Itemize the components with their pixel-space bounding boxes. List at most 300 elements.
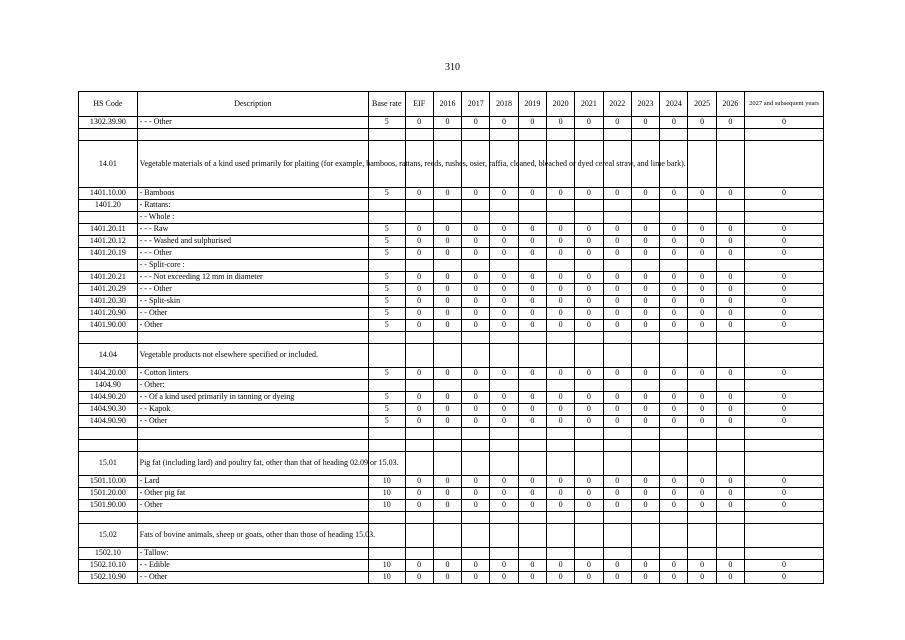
empty-cell [405,344,433,368]
empty-cell [369,212,405,224]
rate-cell: 0 [462,117,490,129]
rate-cell: 0 [518,308,546,320]
rate-cell: 0 [518,248,546,260]
hs-code-cell [79,260,138,272]
empty-cell [462,332,490,344]
table-row [79,308,824,320]
empty-cell [716,524,744,548]
rate-cell: 0 [405,560,433,572]
blank-row [79,129,824,141]
empty-cell [660,548,688,560]
rate-cell: 0 [575,308,603,320]
hs-code-cell: 1502.10.90 [79,572,138,584]
empty-cell [518,428,546,440]
empty-cell [405,260,433,272]
rate-cell: 0 [490,188,518,200]
rate-cell: 0 [575,284,603,296]
empty-cell [405,200,433,212]
empty-cell [369,440,405,452]
rate-cell: 0 [660,560,688,572]
empty-cell [745,200,824,212]
rate-cell: 0 [603,500,631,512]
rate-cell: 0 [490,248,518,260]
empty-cell [490,452,518,476]
rate-cell: 0 [603,572,631,584]
empty-cell [546,452,574,476]
description-cell: - Rattans: [137,200,368,212]
rate-cell: 0 [518,488,546,500]
empty-cell [405,512,433,524]
rate-cell: 0 [462,476,490,488]
rate-cell: 0 [688,416,716,428]
rate-cell: 0 [688,572,716,584]
description-cell: - Other: [137,380,368,392]
rate-cell: 0 [745,392,824,404]
rate-cell: 0 [433,476,461,488]
heading-row [79,344,824,368]
empty-cell [79,332,138,344]
hs-code-cell: 1501.10.00 [79,476,138,488]
empty-cell [546,512,574,524]
rate-cell: 0 [688,117,716,129]
rate-cell: 0 [405,188,433,200]
rate-cell: 0 [575,416,603,428]
hs-code-cell: 14.04 [79,344,138,368]
rate-cell: 0 [688,488,716,500]
empty-cell [518,129,546,141]
rate-cell: 0 [631,236,659,248]
rate-cell: 0 [518,224,546,236]
rate-cell: 0 [603,236,631,248]
rate-cell: 0 [631,500,659,512]
empty-cell [490,428,518,440]
blank-row [79,332,824,344]
rate-cell: 0 [462,272,490,284]
empty-cell [137,440,368,452]
empty-cell [490,344,518,368]
description-cell: Vegetable products not elsewhere specified or included. [137,344,368,368]
rate-cell: 0 [603,560,631,572]
rate-cell: 0 [660,392,688,404]
header-year: 2020 [546,92,574,117]
rate-cell: 0 [433,320,461,332]
empty-cell [546,524,574,548]
rate-cell: 0 [546,476,574,488]
empty-cell [490,440,518,452]
description-cell: - - Other [137,308,368,320]
empty-cell [631,344,659,368]
empty-cell [369,332,405,344]
rate-cell: 0 [433,500,461,512]
heading-row [79,141,824,188]
rate-cell: 0 [518,476,546,488]
empty-cell [490,332,518,344]
page-number: 310 [445,62,460,73]
table-row [79,488,824,500]
empty-cell [518,260,546,272]
table-header-row [79,92,824,117]
rate-cell: 0 [433,392,461,404]
rate-cell: 0 [575,488,603,500]
empty-cell [546,428,574,440]
empty-cell [405,548,433,560]
empty-cell [462,548,490,560]
rate-cell: 0 [518,392,546,404]
empty-cell [603,260,631,272]
rate-cell: 0 [462,404,490,416]
empty-cell [79,512,138,524]
empty-cell [518,524,546,548]
empty-cell [137,129,368,141]
rate-cell: 0 [631,560,659,572]
empty-cell [660,200,688,212]
rate-cell: 0 [490,416,518,428]
empty-cell [603,380,631,392]
empty-cell [745,332,824,344]
header-year: 2016 [433,92,461,117]
empty-cell [603,428,631,440]
rate-cell: 0 [716,308,744,320]
empty-cell [631,440,659,452]
empty-cell [433,548,461,560]
rate-cell: 0 [716,500,744,512]
heading-row [79,452,824,476]
table-row [79,212,824,224]
empty-cell [660,212,688,224]
rate-cell: 0 [631,117,659,129]
rate-cell: 0 [575,224,603,236]
rate-cell: 0 [745,476,824,488]
rate-cell: 0 [745,500,824,512]
rate-cell: 0 [603,296,631,308]
hs-code-cell: 15.01 [79,452,138,476]
empty-cell [405,428,433,440]
rate-cell: 0 [405,117,433,129]
rate-cell: 0 [546,320,574,332]
base-rate-cell: 5 [369,224,405,236]
table-row [79,404,824,416]
empty-cell [603,440,631,452]
rate-cell: 0 [631,296,659,308]
hs-code-cell: 1502.10 [79,548,138,560]
empty-cell [369,344,405,368]
description-cell: Vegetable materials of a kind used primarily for plaiting (for example, bamboos, rattans, reeds, rushes, osier, raffia, cleaned, bleached or dyed cereal straw, and lime bark). [137,141,368,188]
empty-cell [490,512,518,524]
rate-cell: 0 [688,248,716,260]
rate-cell: 0 [660,272,688,284]
rate-cell: 0 [575,500,603,512]
rate-cell: 0 [660,308,688,320]
description-cell: - - - Other [137,284,368,296]
header-subsequent-years: 2027 and subsequent years [745,92,824,117]
rate-cell: 0 [433,236,461,248]
rate-cell: 0 [603,416,631,428]
empty-cell [603,548,631,560]
base-rate-cell: 5 [369,296,405,308]
empty-cell [603,129,631,141]
table-row [79,500,824,512]
rate-cell: 0 [433,560,461,572]
empty-cell [405,440,433,452]
empty-cell [405,452,433,476]
empty-cell [603,200,631,212]
rate-cell: 0 [546,117,574,129]
table-row [79,224,824,236]
empty-cell [631,380,659,392]
empty-cell [660,512,688,524]
empty-cell [716,380,744,392]
empty-cell [716,332,744,344]
rate-cell: 0 [518,404,546,416]
rate-cell: 0 [631,320,659,332]
rate-cell: 0 [546,224,574,236]
base-rate-cell: 10 [369,560,405,572]
rate-cell: 0 [433,308,461,320]
empty-cell [660,332,688,344]
rate-cell: 0 [631,308,659,320]
empty-cell [546,129,574,141]
tariff-schedule-table [78,91,824,584]
empty-cell [369,548,405,560]
empty-cell [660,440,688,452]
rate-cell: 0 [688,404,716,416]
empty-cell [433,332,461,344]
empty-cell [745,548,824,560]
empty-cell [660,380,688,392]
empty-cell [137,512,368,524]
empty-cell [688,200,716,212]
empty-cell [575,512,603,524]
rate-cell: 0 [546,560,574,572]
rate-cell: 0 [688,500,716,512]
rate-cell: 0 [518,272,546,284]
header-base-rate: Base rate [369,92,405,117]
empty-cell [575,260,603,272]
table-row [79,200,824,212]
empty-cell [688,524,716,548]
rate-cell: 0 [462,188,490,200]
header-year: 2024 [660,92,688,117]
empty-cell [518,344,546,368]
rate-cell: 0 [575,296,603,308]
base-rate-cell: 10 [369,476,405,488]
table-row [79,296,824,308]
hs-code-cell: 1401.20.90 [79,308,138,320]
rate-cell: 0 [546,404,574,416]
empty-cell [575,428,603,440]
base-rate-cell: 10 [369,500,405,512]
empty-cell [462,260,490,272]
header-year: 2023 [631,92,659,117]
empty-cell [575,380,603,392]
rate-cell: 0 [490,488,518,500]
header-year: 2021 [575,92,603,117]
rate-cell: 0 [518,236,546,248]
rate-cell: 0 [660,500,688,512]
rate-cell: 0 [631,224,659,236]
empty-cell [745,512,824,524]
empty-cell [716,344,744,368]
description-cell: - - - Raw [137,224,368,236]
empty-cell [490,129,518,141]
rate-cell: 0 [660,248,688,260]
rate-cell: 0 [603,368,631,380]
description-cell: - - Edible [137,560,368,572]
rate-cell: 0 [490,392,518,404]
empty-cell [433,440,461,452]
empty-cell [518,212,546,224]
rate-cell: 0 [433,296,461,308]
empty-cell [79,440,138,452]
rate-cell: 0 [745,560,824,572]
rate-cell: 0 [546,572,574,584]
rate-cell: 0 [716,488,744,500]
rate-cell: 0 [462,500,490,512]
rate-cell: 0 [433,572,461,584]
rate-cell: 0 [462,572,490,584]
empty-cell [490,380,518,392]
rate-cell: 0 [745,188,824,200]
empty-cell [688,212,716,224]
rate-cell: 0 [405,500,433,512]
table-row [79,236,824,248]
hs-code-cell: 1401.20.29 [79,284,138,296]
table-row [79,380,824,392]
rate-cell: 0 [518,296,546,308]
rate-cell: 0 [518,320,546,332]
rate-cell: 0 [490,272,518,284]
base-rate-cell: 5 [369,308,405,320]
empty-cell [660,344,688,368]
rate-cell: 0 [546,272,574,284]
rate-cell: 0 [433,416,461,428]
base-rate-cell: 5 [369,404,405,416]
empty-cell [688,141,716,188]
description-cell: - - Split-core : [137,260,368,272]
hs-code-cell: 1404.90.90 [79,416,138,428]
rate-cell: 0 [546,500,574,512]
rate-cell: 0 [490,117,518,129]
rate-cell: 0 [716,560,744,572]
empty-cell [716,200,744,212]
rate-cell: 0 [745,117,824,129]
description-cell: - - - Not exceeding 12 mm in diameter [137,272,368,284]
empty-cell [631,200,659,212]
empty-cell [405,212,433,224]
empty-cell [462,428,490,440]
empty-cell [631,129,659,141]
empty-cell [603,212,631,224]
rate-cell: 0 [660,117,688,129]
rate-cell: 0 [490,296,518,308]
rate-cell: 0 [405,488,433,500]
empty-cell [575,200,603,212]
base-rate-cell: 10 [369,572,405,584]
empty-cell [603,512,631,524]
rate-cell: 0 [462,368,490,380]
empty-cell [369,512,405,524]
rate-cell: 0 [660,296,688,308]
rate-cell: 0 [575,272,603,284]
hs-code-cell: 1401.20.11 [79,224,138,236]
rate-cell: 0 [518,416,546,428]
empty-cell [745,212,824,224]
rate-cell: 0 [518,188,546,200]
rate-cell: 0 [462,308,490,320]
empty-cell [716,512,744,524]
table-row [79,260,824,272]
rate-cell: 0 [688,308,716,320]
rate-cell: 0 [745,416,824,428]
empty-cell [433,428,461,440]
rate-cell: 0 [688,392,716,404]
rate-cell: 0 [716,284,744,296]
empty-cell [603,344,631,368]
rate-cell: 0 [575,236,603,248]
rate-cell: 0 [405,368,433,380]
rate-cell: 0 [688,320,716,332]
empty-cell [745,524,824,548]
empty-cell [716,212,744,224]
rate-cell: 0 [575,248,603,260]
rate-cell: 0 [660,404,688,416]
rate-cell: 0 [490,500,518,512]
empty-cell [575,548,603,560]
empty-cell [137,428,368,440]
empty-cell [79,129,138,141]
header-year: 2026 [716,92,744,117]
rate-cell: 0 [631,488,659,500]
empty-cell [546,440,574,452]
description-cell: - Bamboos [137,188,368,200]
description-cell: - Other pig fat [137,488,368,500]
table-row [79,368,824,380]
rate-cell: 0 [546,188,574,200]
empty-cell [688,452,716,476]
rate-cell: 0 [745,368,824,380]
header-year: 2019 [518,92,546,117]
empty-cell [745,380,824,392]
empty-cell [433,260,461,272]
rate-cell: 0 [518,117,546,129]
rate-cell: 0 [660,488,688,500]
base-rate-cell: 5 [369,392,405,404]
empty-cell [660,428,688,440]
empty-cell [462,344,490,368]
rate-cell: 0 [546,248,574,260]
empty-cell [405,129,433,141]
empty-cell [433,129,461,141]
empty-cell [546,260,574,272]
rate-cell: 0 [433,117,461,129]
empty-cell [688,440,716,452]
empty-cell [462,512,490,524]
rate-cell: 0 [575,404,603,416]
rate-cell: 0 [462,296,490,308]
rate-cell: 0 [490,476,518,488]
blank-row [79,428,824,440]
rate-cell: 0 [716,248,744,260]
table-row [79,572,824,584]
blank-row [79,512,824,524]
empty-cell [546,380,574,392]
empty-cell [603,332,631,344]
empty-cell [433,380,461,392]
rate-cell: 0 [433,224,461,236]
rate-cell: 0 [631,272,659,284]
empty-cell [716,440,744,452]
empty-cell [433,512,461,524]
